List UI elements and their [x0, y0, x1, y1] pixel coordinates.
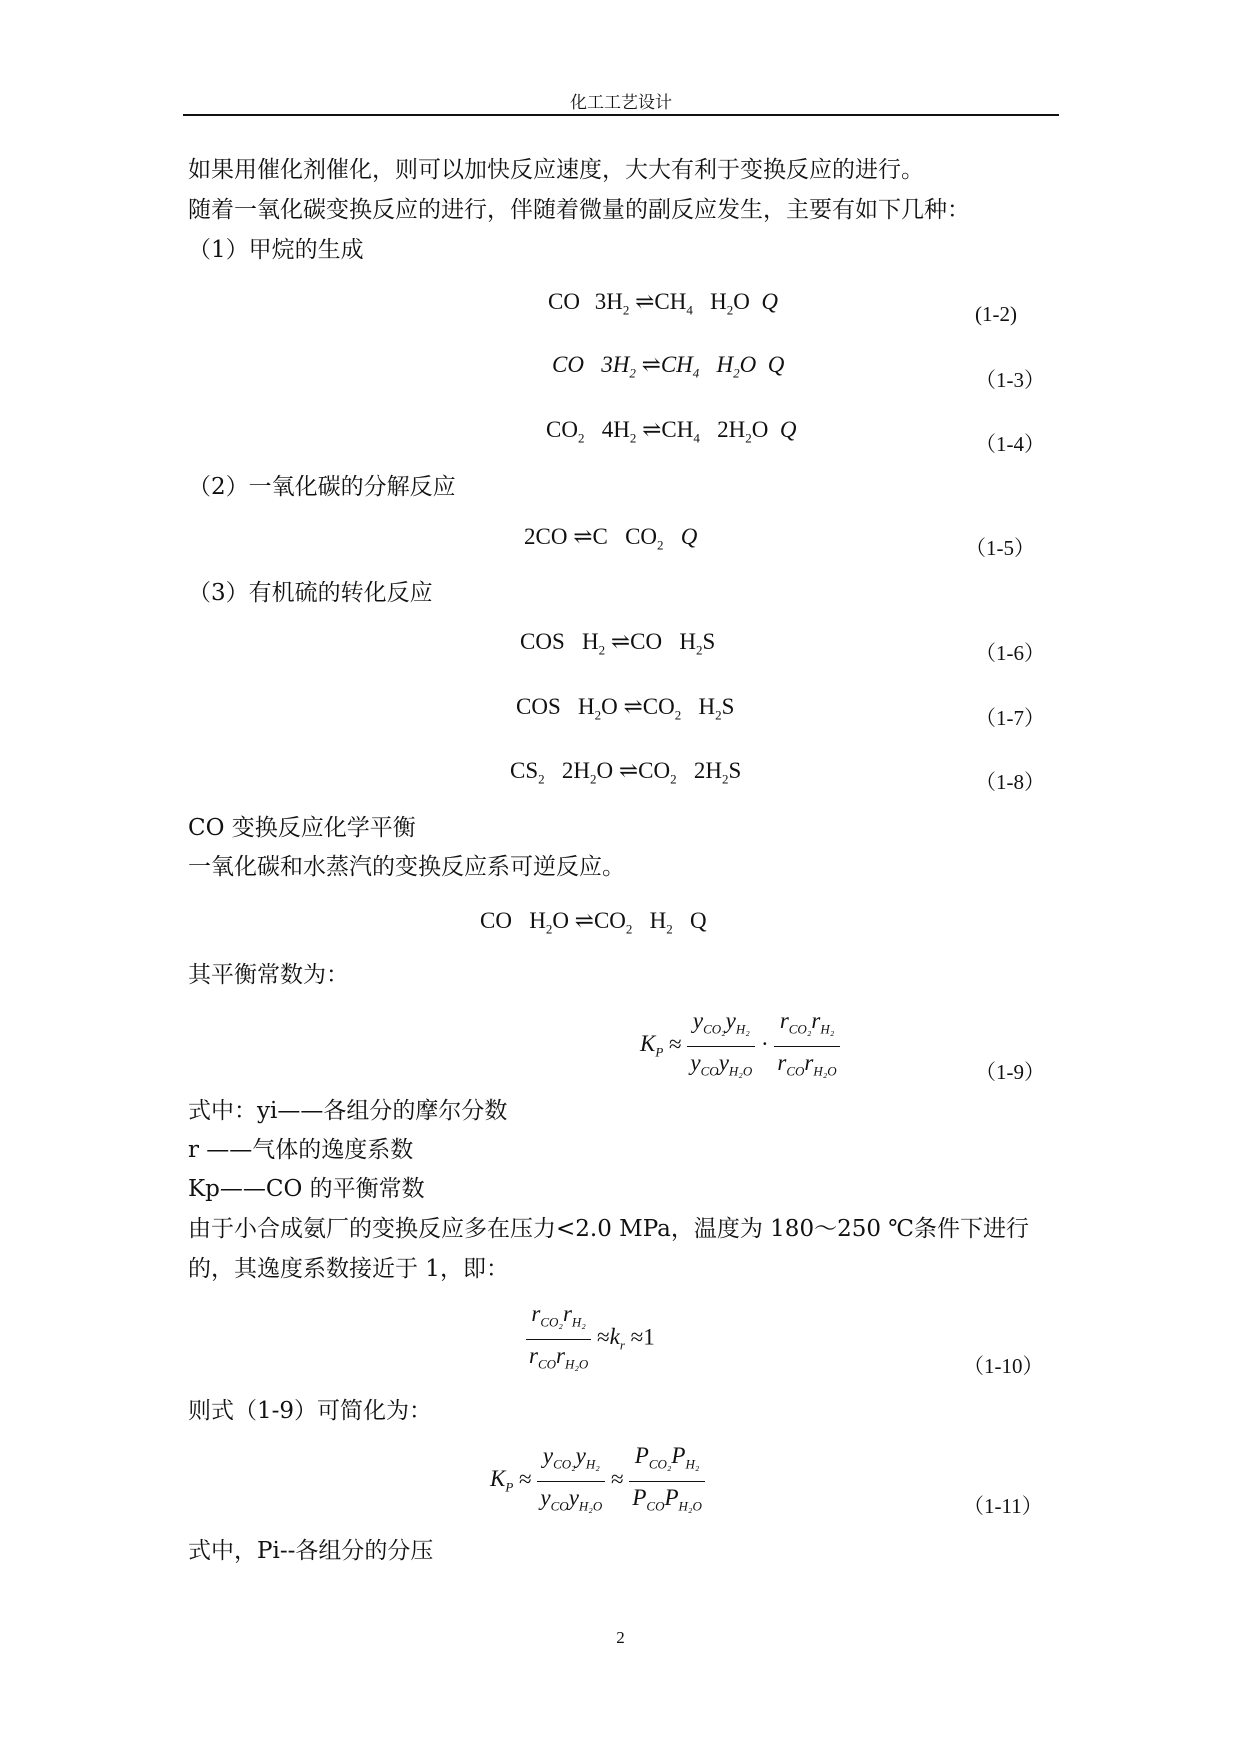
- heading-organic-sulfur: （3）有机硫的转化反应: [188, 580, 433, 606]
- equation-number-1-10: （1-10）: [963, 1354, 1044, 1378]
- paragraph-catalyst: 如果用催化剂催化，则可以加快反应速度，大大有利于变换反应的进行。: [188, 157, 924, 183]
- equation-number-1-9: （1-9）: [975, 1060, 1045, 1084]
- paragraph-reversible: 一氧化碳和水蒸汽的变换反应系可逆反应。: [188, 854, 625, 880]
- equation-1-7: COS $H_2O$ $\rightleftharpoons CO_2$ $H_2S$: [516, 694, 735, 723]
- equation-number-1-4: （1-4）: [975, 432, 1045, 456]
- equation-1-10: $\frac{r_{CO_2}r_{H_2}}{r_{CO}r_{H_2O}}$ $\approx k_r \approx 1$: [526, 1300, 655, 1378]
- definition-yi: 式中：yi——各组分的摩尔分数: [188, 1098, 508, 1124]
- equation-number-1-8: （1-8）: [975, 770, 1045, 794]
- equation-1-4: $CO_2$ $4H_2$ $\rightleftharpoons CH_4$ $2H_2O$ Q: [546, 417, 797, 446]
- equation-1-2: CO $3H_2$ $\rightleftharpoons CH_4$ $H_2O$ Q: [548, 289, 778, 318]
- equation-number-1-11: （1-11）: [963, 1494, 1043, 1518]
- running-header: 化工工艺设计: [570, 93, 672, 113]
- heading-co-decomposition: （2）一氧化碳的分解反应: [188, 474, 456, 500]
- equation-number-1-7: （1-7）: [975, 706, 1045, 730]
- equation-1-6: COS $H_2$ ⇌CO $H_2S$: [520, 629, 716, 658]
- equation-1-3: CO $3H_2$ $\rightleftharpoons CH_4$ $H_2O$ Q: [552, 352, 785, 381]
- equation-number-1-5: （1-5）: [965, 536, 1035, 560]
- heading-methane: （1）甲烷的生成: [188, 237, 364, 263]
- equation-number-1-6: （1-6）: [975, 641, 1045, 665]
- definition-r: r ——气体的逸度系数: [188, 1137, 414, 1163]
- paragraph-side-reactions: 随着一氧化碳变换反应的进行，伴随着微量的副反应发生，主要有如下几种：: [188, 197, 970, 223]
- equation-1-5: 2CO ⇌C $CO_2$ Q: [524, 524, 698, 553]
- equation-1-9: $K_P$ ≈ $\frac{y_{CO_2}y_{H_2}}{y_{CO}y_{H_2O}}$ · $\frac{r_{CO_2}r_{H_2}}{r_{CO}r_{H_2O}}$: [640, 1007, 840, 1085]
- definition-kp: Kp——CO 的平衡常数: [188, 1176, 425, 1202]
- equation-number-1-2: (1-2): [975, 302, 1017, 326]
- paragraph-conditions-1: 由于小合成氨厂的变换反应多在压力<2.0 MPa，温度为 180～250 ℃条件下进行: [188, 1216, 1030, 1242]
- heading-equilibrium: CO 变换反应化学平衡: [188, 815, 416, 841]
- paragraph-conditions-2: 的，其逸度系数接近于 1，即：: [188, 1256, 509, 1282]
- equation-water-gas-shift: CO $H_2O$ $\rightleftharpoons CO_2$ $H_2$ Q: [480, 908, 707, 937]
- equation-1-8: $CS_2$ $2H_2O$ $\rightleftharpoons CO_2$ $2H_2S$: [510, 758, 742, 787]
- header-rule: [183, 114, 1059, 116]
- page-number: 2: [616, 1628, 625, 1647]
- definition-pi: 式中，Pi--各组分的分压: [188, 1538, 434, 1564]
- paragraph-simplified: 则式（1-9）可简化为：: [188, 1398, 433, 1424]
- equation-number-1-3: （1-3）: [975, 368, 1045, 392]
- paragraph-equilibrium-constant: 其平衡常数为：: [188, 962, 349, 988]
- equation-1-11: $K_P$ ≈ $\frac{y_{CO_2}y_{H_2}}{y_{CO}y_{H_2O}}$ ≈ $\frac{P_{CO_2}P_{H_2}}{P_{CO}P_{H_2O}}$: [490, 1442, 705, 1520]
